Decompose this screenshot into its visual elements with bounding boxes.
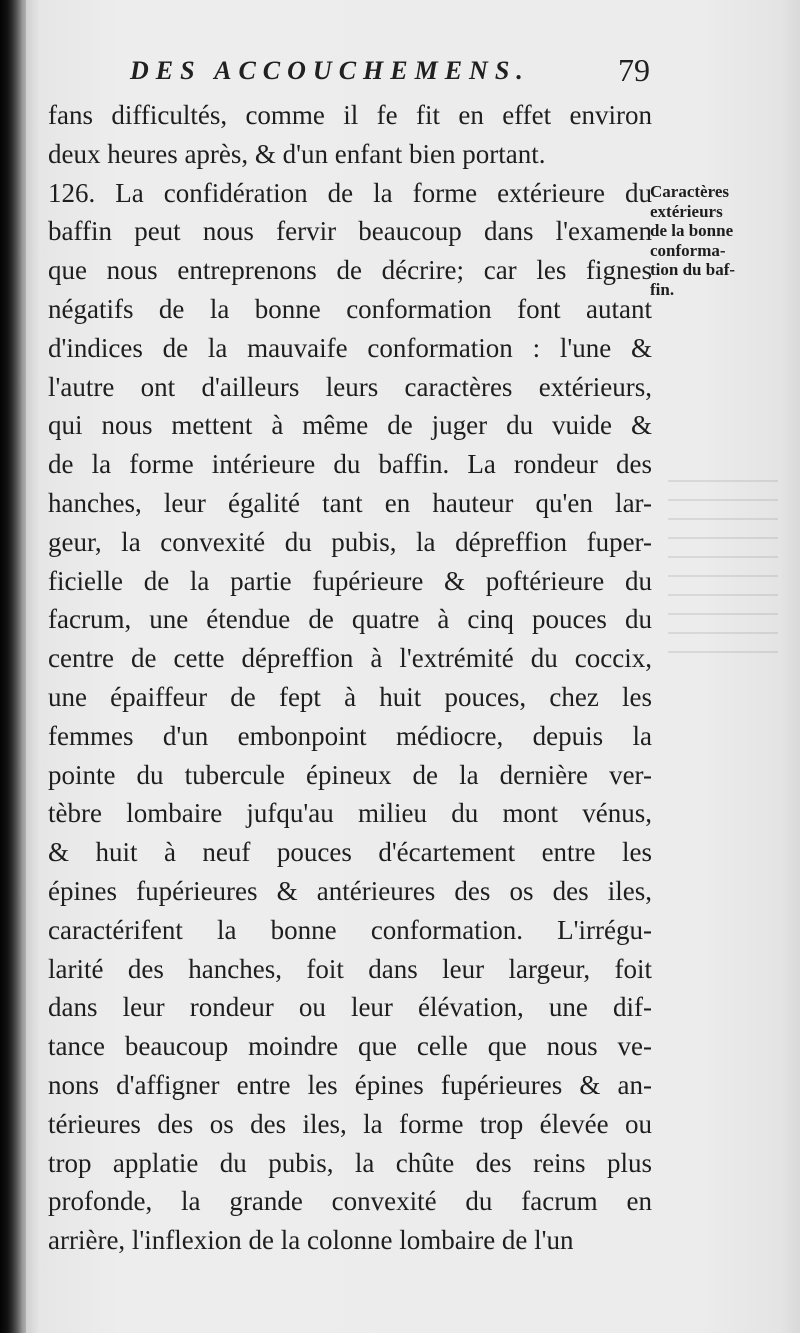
page-number: 79 xyxy=(618,52,650,88)
gutter-shadow xyxy=(0,0,26,1333)
text-line: deux heures après, & d'un enfant bien portant. xyxy=(48,138,546,169)
text-line: arrière, l'inflexion de la colonne lombaire de l'un xyxy=(48,1225,574,1256)
text-line: 126. La confidération de la forme extérieure du xyxy=(48,177,652,208)
body-text xyxy=(48,96,652,1260)
text-line: fans difficultés, comme il fe fit en effet environ xyxy=(48,100,652,130)
text-line: ficielle de la partie fupérieure & poftérieure du xyxy=(48,565,652,596)
text-line: facrum, une étendue de quatre à cinq pouces du xyxy=(48,604,652,635)
margin-note-line: extérieurs xyxy=(650,201,723,221)
bleed-through xyxy=(668,480,778,660)
margin-note-line: tion du baf- xyxy=(650,260,736,279)
page-header xyxy=(130,52,650,92)
text-line: l'autre ont d'ailleurs leurs caractères extérieurs, xyxy=(48,371,652,402)
text-line: de la forme intérieure du baffin. La rondeur des xyxy=(48,449,652,480)
margin-note-line: de la bonne xyxy=(650,221,734,240)
text-line: caractérifent la bonne conformation. L'irrégu- xyxy=(48,914,652,945)
text-line: baffin peut nous fervir beaucoup dans l'examen xyxy=(48,216,652,247)
margin-note-line: Caractères xyxy=(650,182,729,201)
text-line: geur, la convexité du pubis, la dépreffion fuper- xyxy=(48,526,652,557)
text-line: profonde, la grande convexité du facrum en xyxy=(48,1186,652,1217)
text-line: épines fupérieures & antérieures des os des iles, xyxy=(48,875,652,906)
text-line: pointe du tubercule épineux de la dernière ver- xyxy=(48,759,652,790)
text-line: trop applatie du pubis, la chûte des reins plus xyxy=(48,1147,652,1178)
text-line: hanches, leur égalité tant en hauteur qu'en lar- xyxy=(48,487,652,518)
text-line: que nous entreprenons de décrire; car les fignes xyxy=(48,255,652,286)
margin-note xyxy=(650,182,790,299)
text-line: tance beaucoup moindre que celle que nous ve- xyxy=(48,1031,652,1062)
text-line: nons d'affigner entre les épines fupérieures & an- xyxy=(48,1069,652,1100)
text-line: dans leur rondeur ou leur élévation, une dif- xyxy=(48,992,652,1023)
margin-note-line: conforma- xyxy=(650,240,726,260)
text-line: larité des hanches, foit dans leur largeur, foit xyxy=(48,953,652,984)
text-line: négatifs de la bonne conformation font autant xyxy=(48,293,652,324)
text-line: térieures des os des iles, la forme trop élevée ou xyxy=(48,1108,652,1139)
text-line: & huit à neuf pouces d'écartement entre les xyxy=(48,837,652,868)
text-line: une épaiffeur de fept à huit pouces, chez les xyxy=(48,681,652,712)
text-line: tèbre lombaire jufqu'au milieu du mont vénus, xyxy=(48,798,652,829)
running-head: DES ACCOUCHEMENS. xyxy=(130,56,530,85)
text-line: centre de cette dépreffion à l'extrémité du coccix, xyxy=(48,643,652,674)
text-line: qui nous mettent à même de juger du vuide & xyxy=(48,410,652,441)
text-line: femmes d'un embonpoint médiocre, depuis la xyxy=(48,720,652,751)
text-line: d'indices de la mauvaife conformation : l'une & xyxy=(48,332,652,363)
margin-note-line: fin. xyxy=(650,279,675,299)
